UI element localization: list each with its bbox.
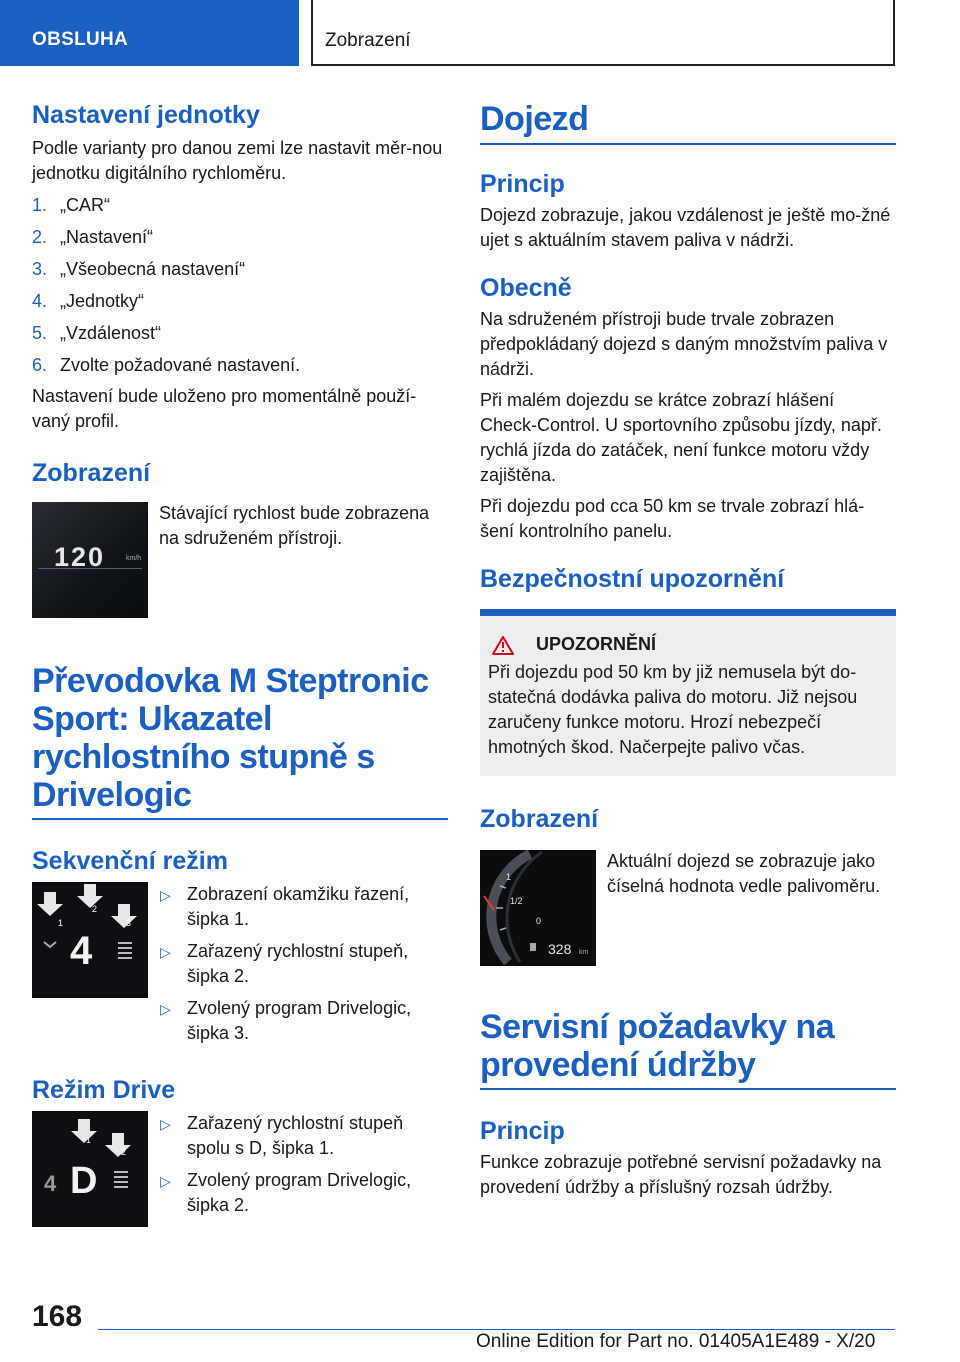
right-column <box>480 100 896 1200</box>
fuel-figure <box>480 850 896 966</box>
list-item: 4. „Jednotky“ <box>32 291 145 311</box>
section-tab: OBSLUHA <box>0 0 299 66</box>
gear-heading: Převodovka M Steptronic Sport: Ukazatel rychlostního stupně s Drivelogic <box>32 662 448 820</box>
svg-text:3: 3 <box>126 918 132 928</box>
service-text: Funkce zobrazuje potřebné servisní požadavky na provedení údržby a příslušný rozsah údržby. <box>480 1152 882 1197</box>
fuel-gauge-icon <box>480 850 596 966</box>
svg-text:0: 0 <box>536 916 542 926</box>
svg-text:328: 328 <box>548 941 572 957</box>
svg-text:2: 2 <box>121 1147 127 1157</box>
gear-arrows-icon <box>32 882 148 998</box>
sequential-mode-image <box>32 882 148 998</box>
svg-text:1: 1 <box>506 872 512 882</box>
page-number: 168 <box>32 1300 83 1333</box>
range-display-heading: Zobrazení <box>480 805 599 833</box>
seq-heading: Sekvenční režim <box>32 847 228 875</box>
range-heading: Dojezd <box>480 100 896 145</box>
list-item: 2. „Nastavení“ <box>32 227 154 247</box>
svg-text:2: 2 <box>92 904 98 914</box>
svg-text:1: 1 <box>86 1135 92 1145</box>
warning-icon <box>492 635 514 655</box>
display-heading: Zobrazení <box>32 459 151 487</box>
display-text: Stávající rychlost bude zobrazena na sdruženém přístroji. <box>159 503 430 548</box>
svg-text:4: 4 <box>70 929 93 973</box>
list-item: 3. „Všeobecná nastavení“ <box>32 259 246 279</box>
footer-rule <box>98 1329 895 1330</box>
list-item: ▷ Zobrazení okamžiku řazení, šipka 1. <box>160 884 410 929</box>
speed-value: 120 <box>54 542 106 572</box>
footer-edition: Online Edition for Part no. 01405A1E489 - X/20 <box>476 1331 876 1352</box>
svg-text:1: 1 <box>58 918 64 928</box>
svg-text:1/2: 1/2 <box>510 896 523 906</box>
svg-text:4: 4 <box>44 1171 57 1196</box>
speed-figure <box>32 502 448 618</box>
range-display-text: Aktuální dojezd se zobrazuje jako číselná hodnota vedle palivoměru. <box>607 851 881 896</box>
drive-arrows-icon <box>32 1111 148 1227</box>
service-principle-heading: Princip <box>480 1117 565 1145</box>
header-title: Zobrazení <box>325 30 411 51</box>
warning-text: Při dojezdu pod 50 km by již nemusela být do-statečná dodávka paliva do motoru. Již nejsou zaručeny funkce motoru. Hrozí nebezpečí hmotných škod. Načerpejte palivo včas. <box>488 662 858 757</box>
unit-intro: Podle varianty pro danou zemi lze nastavit měr-nou jednotku digitálního rychloměru. <box>32 138 443 183</box>
safety-heading: Bezpečnostní upozornění <box>480 565 785 593</box>
svg-text:km: km <box>579 949 589 956</box>
speedometer-image <box>32 502 148 618</box>
general-p2: Při malém dojezdu se krátce zobrazí hlášení Check-Control. U sportovního způsobu jízdy, např. rychlá jízda do zatáček, není funkce motoru vždy zajištěna. <box>480 390 882 485</box>
left-column <box>32 100 448 1227</box>
steps-list <box>32 193 448 378</box>
seq-figure <box>32 882 448 1053</box>
seq-list <box>160 882 448 1053</box>
list-item: 5. „Vzdálenost“ <box>32 323 162 343</box>
general-p3: Při dojezdu pod cca 50 km se trvale zobrazí hlá-šení kontrolního panelu. <box>480 496 865 541</box>
list-item: 6. Zvolte požadované nastavení. <box>32 355 301 375</box>
unit-outro: Nastavení bude uloženo pro momentálně použí-vaný profil. <box>32 386 417 431</box>
page-header <box>0 0 960 66</box>
fuel-gauge-image <box>480 850 596 966</box>
warning-title: UPOZORNĚNÍ <box>492 634 888 655</box>
drive-list <box>160 1111 448 1225</box>
principle-heading: Princip <box>480 170 565 198</box>
list-item: ▷ Zvolený program Drivelogic, šipka 2. <box>160 1170 412 1215</box>
general-p1: Na sdruženém přístroji bude trvale zobrazen předpokládaný dojezd s daným množstvím paliva v nádrži. <box>480 309 888 379</box>
svg-text:D: D <box>70 1160 98 1202</box>
drive-mode-image <box>32 1111 148 1227</box>
drive-heading: Režim Drive <box>32 1076 176 1104</box>
list-item: 1. „CAR“ <box>32 195 110 215</box>
speed-unit: km/h <box>126 555 142 562</box>
list-item: ▷ Zařazený rychlostní stupeň spolu s D, šipka 1. <box>160 1113 404 1158</box>
list-item: ▷ Zařazený rychlostní stupeň, šipka 2. <box>160 941 409 986</box>
principle-text: Dojezd zobrazuje, jakou vzdálenost je ještě mo-žné ujet s aktuálním stavem paliva v nádrži. <box>480 205 891 250</box>
warning-box <box>480 609 896 776</box>
general-heading: Obecně <box>480 274 572 302</box>
drive-figure <box>32 1111 448 1227</box>
service-heading: Servisní požadavky na provedení údržby <box>480 1008 896 1090</box>
unit-heading: Nastavení jednotky <box>32 101 260 129</box>
list-item: ▷ Zvolený program Drivelogic, šipka 3. <box>160 998 412 1043</box>
